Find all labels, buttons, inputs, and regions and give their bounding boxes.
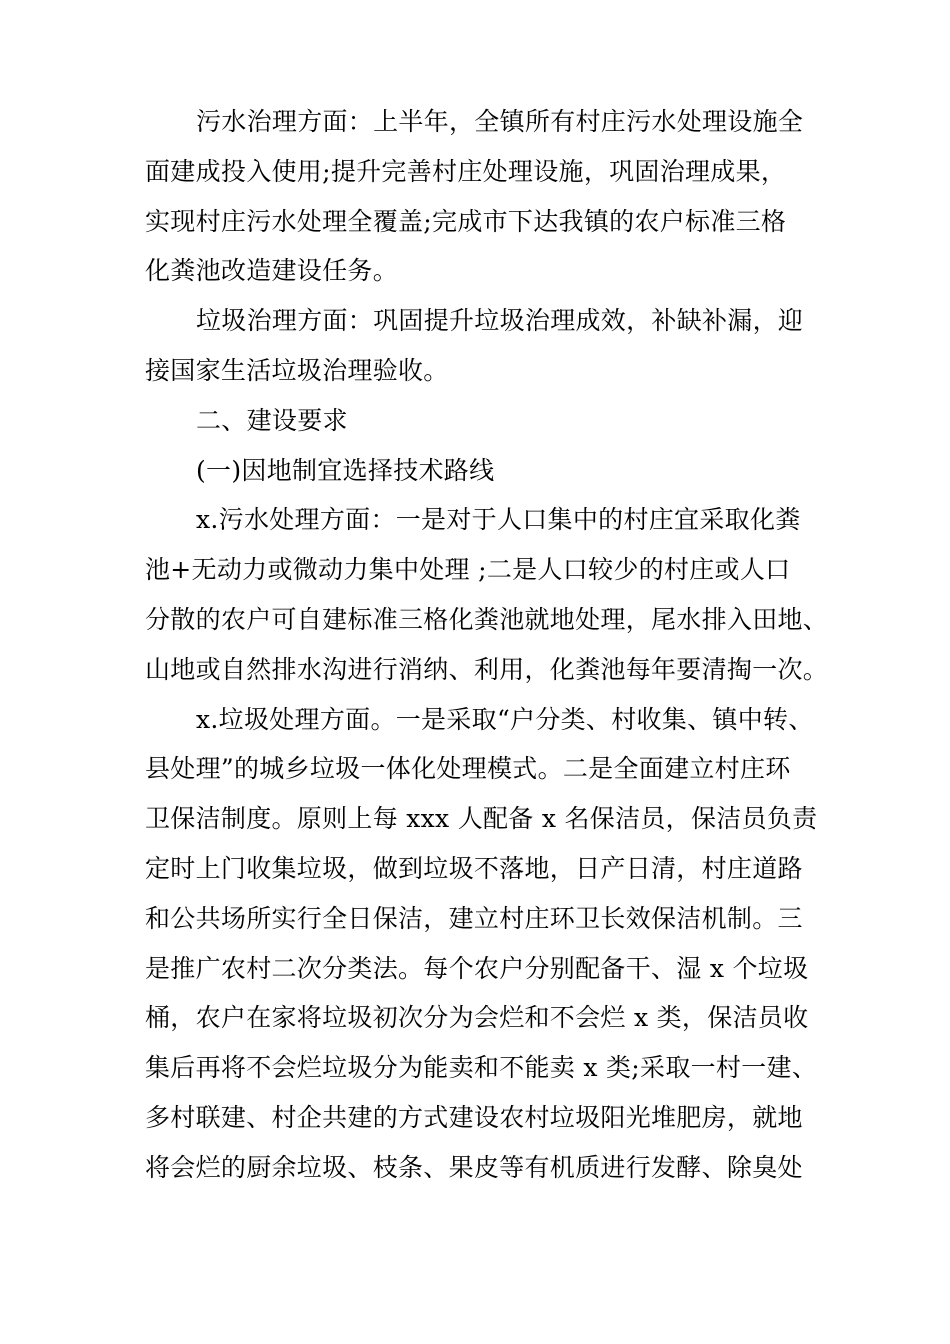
text-line: 卫保洁制度。原则上每 xxx 人配备 x 名保洁员，保洁员负责 <box>145 804 818 834</box>
text-line: 污水治理方面：上半年，全镇所有村庄污水处理设施全 <box>196 107 804 136</box>
section-heading: 二、建设要求 <box>196 405 348 435</box>
text-line: 实现村庄污水处理全覆盖;完成市下达我镇的农户标准三格 <box>145 206 787 236</box>
text-line: 集后再将不会烂垃圾分为能卖和不能卖 x 类;采取一村一建、 <box>145 1053 818 1083</box>
text-line: x.垃圾处理方面。一是采取“户分类、村收集、镇中转、 <box>196 704 814 734</box>
document-body <box>145 97 829 1193</box>
subsection-heading: (一)因地制宜选择技术路线 <box>196 455 495 485</box>
text-line: 和公共场所实行全日保洁，建立村庄环卫长效保洁机制。三 <box>145 903 803 933</box>
text-line: x.污水处理方面：一是对于人口集中的村庄宜采取化粪 <box>196 505 801 535</box>
text-line: 定时上门收集垃圾，做到垃圾不落地，日产日清，村庄道路 <box>145 853 803 883</box>
text-line: 池+无动力或微动力集中处理 ;二是人口较少的村庄或人口 <box>145 555 791 585</box>
text-line: 分散的农户可自建标准三格化粪池就地处理，尾水排入田地、 <box>145 604 829 634</box>
text-line: 垃圾治理方面：巩固提升垃圾治理成效，补缺补漏，迎 <box>196 306 804 336</box>
text-line: 是推广农村二次分类法。每个农户分别配备干、湿 x 个垃圾 <box>145 953 809 983</box>
text-line: 将会烂的厨余垃圾、枝条、果皮等有机质进行发酵、除臭处 <box>145 1152 803 1182</box>
text-line: 化粪池改造建设任务。 <box>145 256 399 286</box>
text-line: 面建成投入使用;提升完善村庄处理设施，巩固治理成果， <box>145 156 787 186</box>
text-line: 桶，农户在家将垃圾初次分为会烂和不会烂 x 类，保洁员收 <box>145 1003 809 1033</box>
text-line: 山地或自然排水沟进行消纳、利用，化粪池每年要清掏一次。 <box>145 654 829 684</box>
text-line: 多村联建、村企共建的方式建设农村垃圾阳光堆肥房，就地 <box>145 1102 803 1132</box>
text-line: 接国家生活垃圾治理验收。 <box>145 355 449 385</box>
text-line: 县处理”的城乡垃圾一体化处理模式。二是全面建立村庄环 <box>145 754 791 784</box>
